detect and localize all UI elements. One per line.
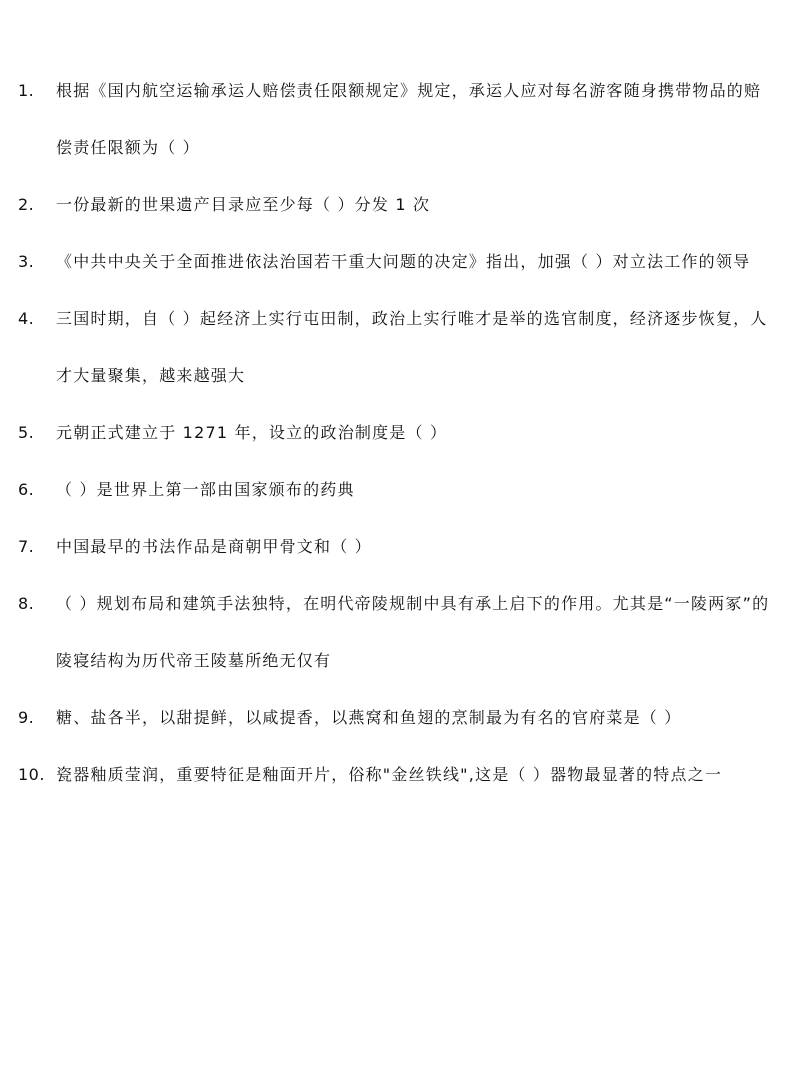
question-item: [18, 518, 770, 575]
question-item: [18, 404, 770, 461]
question-text: 三国时期，自（ ）起经济上实行屯田制，政治上实行唯才是举的选官制度，经济逐步恢复，人才大量聚集，越来越强大: [56, 309, 768, 385]
question-number: 1.: [18, 81, 35, 100]
question-number: 5.: [18, 423, 35, 442]
question-item: [18, 233, 770, 290]
question-text: 瓷器釉质莹润，重要特征是釉面开片，俗称"金丝铁线",这是（ ）器物最显著的特点之一: [56, 765, 723, 784]
question-text: （ ）是世界上第一部由国家颁布的药典: [56, 480, 355, 499]
question-item: [18, 746, 770, 803]
question-text: 《中共中央关于全面推进依法治国若干重大问题的决定》指出，加强（ ）对立法工作的领导: [56, 252, 751, 271]
question-item: [18, 575, 770, 689]
question-text: （ ）规划布局和建筑手法独特，在明代帝陵规制中具有承上启下的作用。尤其是“一陵两冢”的陵寝结构为历代帝王陵墓所绝无仅有: [56, 594, 770, 670]
question-number: 2.: [18, 195, 35, 214]
question-item: [18, 461, 770, 518]
question-number: 6.: [18, 480, 35, 499]
question-text: 糖、盐各半，以甜提鲜，以咸提香，以燕窝和鱼翅的烹制最为有名的官府菜是（ ）: [56, 708, 682, 727]
question-text: 元朝正式建立于 1271 年，设立的政治制度是（ ）: [56, 423, 448, 442]
question-item: [18, 689, 770, 746]
question-number: 8.: [18, 594, 35, 613]
question-number: 7.: [18, 537, 35, 556]
question-number: 3.: [18, 252, 35, 271]
question-text: 根据《国内航空运输承运人赔偿责任限额规定》规定，承运人应对每名游客随身携带物品的赔偿责任限额为（ ）: [56, 81, 762, 157]
question-list: [18, 62, 770, 803]
question-number: 10.: [18, 765, 45, 784]
question-text: 一份最新的世果遗产目录应至少每（ ）分发 1 次: [56, 195, 431, 214]
question-number: 9.: [18, 708, 35, 727]
question-number: 4.: [18, 309, 35, 328]
question-item: [18, 290, 770, 404]
question-item: [18, 62, 770, 176]
question-text: 中国最早的书法作品是商朝甲骨文和（ ）: [56, 537, 372, 556]
question-item: [18, 176, 770, 233]
